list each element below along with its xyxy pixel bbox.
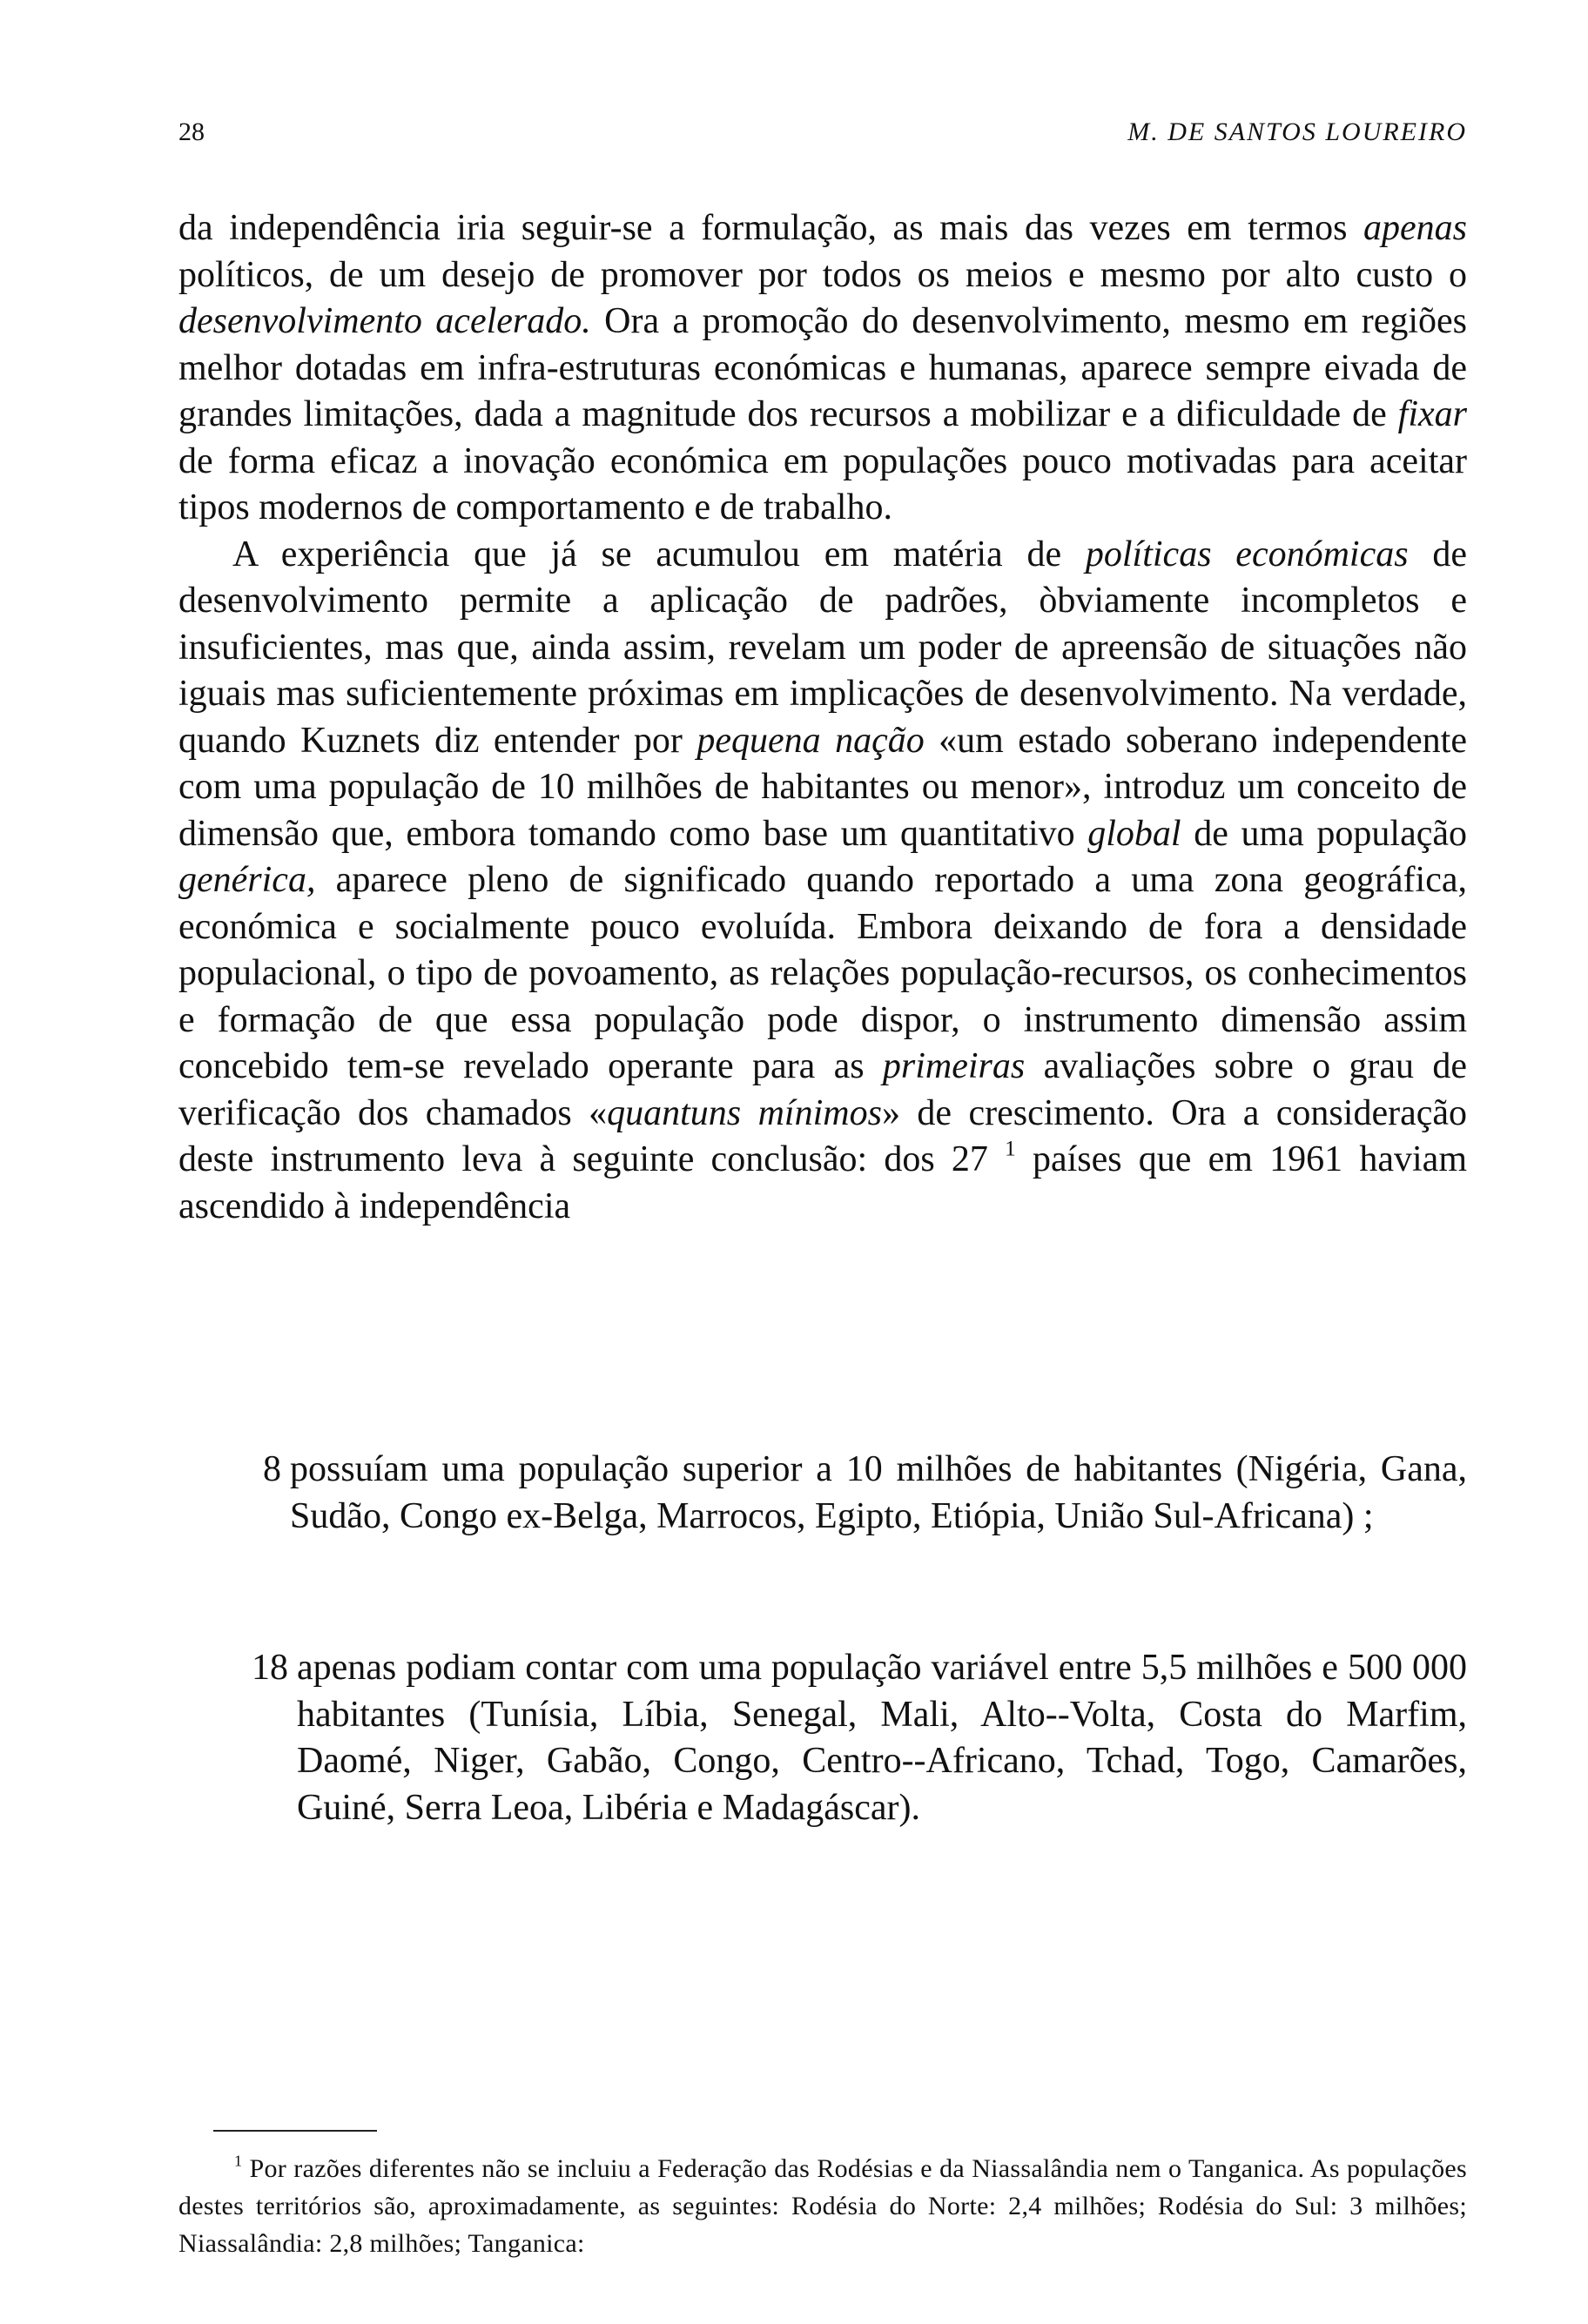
text-run: avaliações sobre o grau de verificação dos chamados « <box>178 1046 1467 1133</box>
emphasis: global <box>1087 813 1181 854</box>
text-run: «um estado soberano independente com uma população de 10 milhões de habitantes ou menor», introduz um conceito de dimensão que, embora tomando como base um quantitativo <box>178 720 1467 854</box>
footnote-body: Por razões diferentes não se incluiu a Federação das Rodésias e da Niassalândia nem o Tanganica. As populações destes territórios são, aproximadamente, as seguintes: Rodésia do Norte: 2,4 milhões; Rodésia do Sul: 3 milhões; Niassalândia: 2,8 milhões; Tanganica: <box>178 2154 1467 2258</box>
body-text <box>178 205 1467 1230</box>
list-text: possuíam uma população superior a 10 milhões de habitantes (Nigéria, Gana, Sudão, Congo ex-Belga, Marrocos, Egipto, Etiópia, União Sul-Africana) ; <box>290 1449 1467 1536</box>
running-title: M. DE SANTOS LOUREIRO <box>1127 118 1467 146</box>
list-number: 8 <box>263 1449 281 1489</box>
page-number: 28 <box>178 118 205 146</box>
emphasis: fixar <box>1397 394 1467 434</box>
paragraph-2 <box>178 532 1467 1231</box>
footnote-divider <box>213 2130 377 2132</box>
text-run: Ora a promoção do desenvolvimento, mesmo em regiões melhor dotadas em infra-estruturas económicas e humanas, aparece sempre eivada de grandes limitações, dada a magnitude dos recursos a mobilizar e a dificuldade de <box>178 301 1467 434</box>
list-text: apenas podiam contar com uma população variável entre 5,5 milhões e 500 000 habitantes (Tunísia, Líbia, Senegal, Mali, Alto--Volta, Costa do Marfim, Daomé, Niger, Gabão, Congo, Centro--Africano, Tchad, Togo, Camarões, Guiné, Serra Leoa, Libéria e Madagáscar). <box>297 1648 1467 1828</box>
text-run: de uma população <box>1181 813 1468 854</box>
footnote-reference: 1 <box>1005 1137 1016 1161</box>
list-item-1 <box>178 1447 1467 1540</box>
emphasis: apenas <box>1363 208 1467 248</box>
emphasis: pequena nação <box>696 720 925 761</box>
emphasis: desenvolvimento acelerado. <box>178 301 591 341</box>
text-run: da independência iria seguir-se a formulação, as mais das vezes em termos <box>178 208 1363 248</box>
text-run: A experiência que já se acumulou em matéria de <box>232 534 1086 574</box>
running-head <box>178 115 1467 150</box>
emphasis: primeiras <box>882 1046 1026 1086</box>
emphasis: genérica, <box>178 860 316 900</box>
text-run: de forma eficaz a inovação económica em populações pouco motivadas para aceitar tipos modernos de comportamento e de trabalho. <box>178 440 1467 527</box>
list-item <box>178 1645 1467 1831</box>
footnote-text <box>178 2150 1467 2262</box>
emphasis: políticas económicas <box>1085 534 1409 574</box>
list-item <box>178 1447 1467 1540</box>
list-item-2 <box>178 1645 1467 1831</box>
paragraph-1 <box>178 205 1467 532</box>
footnote-marker: 1 <box>234 2152 243 2170</box>
text-run: políticos, de um desejo de promover por todos os meios e mesmo por alto custo o <box>178 254 1467 295</box>
emphasis: quantuns mínimos <box>607 1092 882 1133</box>
text-run: de desenvolvimento permite a aplicação de padrões, òbviamente incompletos e insuficientes, mas que, ainda assim, revelam um poder de apreensão de situações não iguais mas suficientemente próximas em implicações de desenvolvimento. Na verdade, quando Kuznets diz entender por <box>178 534 1467 761</box>
text-run: aparece pleno de significado quando reportado a uma zona geográfica, económica e socialmente pouco evoluída. Embora deixando de fora a densidade populacional, o tipo de povoamento, as relações população-recursos, os conhecimentos e formação de que essa população pode dispor, o instrumento dimensão assim concebido tem-se revelado operante para as <box>178 860 1467 1086</box>
list-number: 18 <box>252 1648 288 1688</box>
document-page <box>178 0 1467 2324</box>
text-run: países que em 1961 haviam ascendido à independência <box>178 1139 1467 1226</box>
footnote <box>178 2150 1467 2262</box>
text-run: » de crescimento. Ora a consideração deste instrumento leva à seguinte conclusão: dos 27 <box>178 1092 1467 1179</box>
